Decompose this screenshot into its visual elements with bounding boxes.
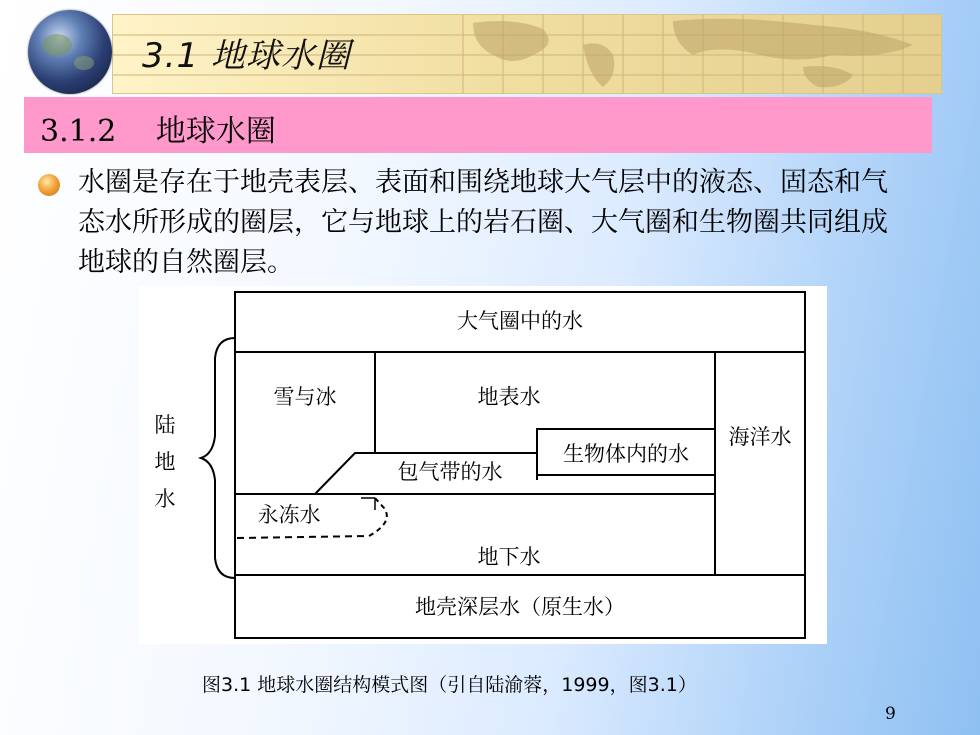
label-atmosphere: 大气圈中的水 [457,309,583,333]
diagram-canvas [139,286,827,644]
label-land-water-2: 地 [154,450,176,474]
label-permafrost: 永冻水 [257,503,321,527]
bullet-text: 水圈是存在于地壳表层、表面和围绕地球大气层中的液态、固态和气态水所形成的圈层，它与地球上的岩石圈、大气圈和生物圈共同组成地球的自然圈层。 [78,167,888,278]
label-snow-ice: 雪与冰 [273,385,337,409]
outer-box [235,292,805,638]
bullet-icon [38,174,60,196]
label-deep-crust-water: 地壳深层水（原生水） [415,595,625,619]
page-title: 3.1 地球水圈 [142,36,351,76]
hydrosphere-diagram [139,286,827,644]
label-ocean-water: 海洋水 [728,425,792,449]
label-biological-water: 生物体内的水 [563,442,689,466]
page-number: 9 [885,704,896,724]
label-vadose-water: 包气带的水 [397,460,503,484]
permafrost-dashed-line [237,536,369,538]
section-title: 3.1.2 地球水圈 [40,114,276,149]
globe-icon [28,10,112,94]
label-surface-water: 地表水 [477,385,541,409]
label-land-water-1: 陆 [154,413,176,437]
land-water-brace [201,338,235,578]
figure-caption: 图3.1 地球水圈结构模式图（引自陆渝蓉，1999，图3.1） [202,674,697,696]
label-land-water-3: 水 [154,487,176,511]
permafrost-dashed-curve [369,498,387,536]
label-groundwater: 地下水 [477,545,541,569]
